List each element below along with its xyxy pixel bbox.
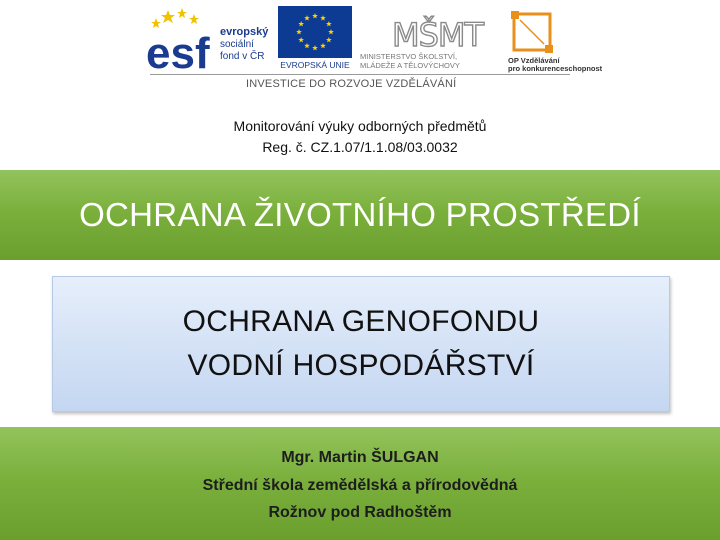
author-school: Střední škola zemědělská a přírodovědná	[202, 477, 518, 494]
project-reg-number: Reg. č. CZ.1.07/1.1.08/03.0032	[262, 139, 458, 155]
topic-box	[52, 276, 670, 412]
logo-tagline: INVESTICE DO ROZVOJE VZDĚLÁVÁNÍ	[246, 78, 457, 90]
svg-text:esf: esf	[146, 29, 210, 72]
author-city: Rožnov pod Radhoštěm	[268, 504, 452, 521]
esf-logo	[146, 6, 272, 72]
logo-divider	[150, 74, 570, 75]
project-subtitle: Monitorování výuky odborných předmětů	[233, 118, 487, 134]
author-name: Mgr. Martin ŠULGAN	[281, 449, 439, 466]
msmt-text-2: MLÁDEŽE A TĚLOVÝCHOVY	[360, 61, 460, 70]
op-text-1: OP Vzdělávání	[508, 56, 560, 65]
topic-line-2: VODNÍ HOSPODÁŘSTVÍ	[187, 349, 535, 382]
op-text-2: pro konkurenceschopnost	[508, 64, 603, 73]
msmt-logo	[356, 6, 486, 72]
eu-logo	[278, 6, 352, 72]
msmt-mark	[356, 6, 486, 52]
msmt-text-1: MINISTERSTVO ŠKOLSTVÍ,	[360, 52, 458, 61]
op-logo	[504, 6, 603, 73]
svg-text:MŠMT: MŠMT	[392, 16, 484, 52]
eu-flag	[278, 6, 352, 58]
topic-line-1: OCHRANA GENOFONDU	[182, 305, 540, 338]
esf-text-3: fond v ČR	[220, 51, 265, 62]
esf-text-2: sociální	[220, 39, 254, 50]
main-title: OCHRANA ŽIVOTNÍHO PROSTŘEDÍ	[79, 196, 641, 233]
eu-caption: EVROPSKÁ UNIE	[280, 60, 350, 70]
esf-text-1: evropský	[220, 26, 269, 38]
logo-band	[0, 0, 720, 100]
op-square-icon	[510, 10, 554, 54]
